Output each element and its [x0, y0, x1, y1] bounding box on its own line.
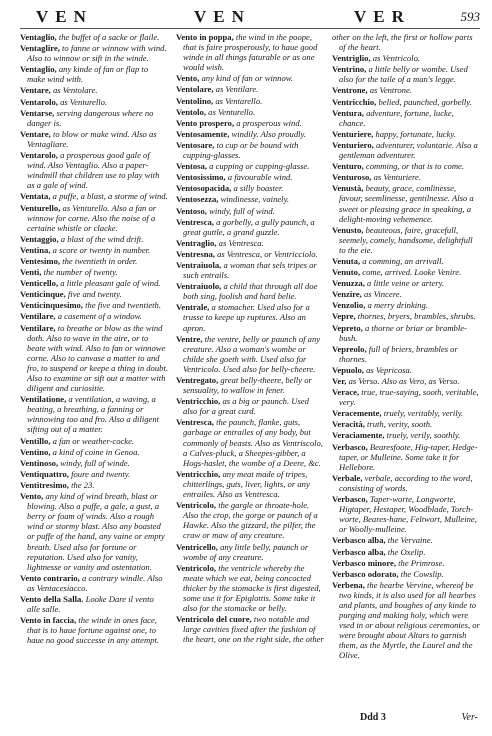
entry-definition: Looke Dare il vento alle salle.: [27, 593, 154, 615]
dictionary-entry: [332, 108, 480, 128]
dictionary-entry: [176, 73, 324, 83]
dictionary-entry: [332, 289, 480, 299]
entry-definition: a kind of coine in Genoa.: [52, 446, 140, 457]
entry-definition: full of briers, brambles or thornes.: [339, 343, 458, 364]
entry-definition: great belly-theere, belly or sensuality, to wallow in fener.: [183, 375, 312, 396]
dictionary-entry: [332, 376, 480, 386]
dictionary-entry: [332, 387, 480, 407]
entry-headword: Venuzza,: [332, 278, 365, 289]
dictionary-entry: [20, 203, 168, 233]
dictionary-entry: [20, 311, 168, 321]
entry-definition: a silly boaster.: [233, 183, 284, 194]
entry-definition: as Venturello.: [60, 96, 108, 107]
entry-definition: truth, verity, sooth.: [367, 419, 433, 430]
entry-headword: Ventata,: [20, 191, 51, 202]
dictionary-entry: [332, 129, 480, 139]
entry-headword: Ventraglio,: [176, 237, 217, 248]
dictionary-entry: [332, 140, 480, 160]
column-1: [20, 32, 168, 722]
dictionary-columns: [20, 32, 480, 722]
entry-definition: any kind of wind breath, blast or blowing. Also a puffe, a gale, a gust, a berry or foam of winds. Also a rough wind or stormy blast. Also any boasted or puffe of the hand, any vaine or empty breath. Used also for fortune or reputation. Used also for vanity, lightnesse or vanity and ostentation.: [27, 491, 165, 572]
entry-definition: truely, verily, soothly.: [386, 430, 461, 441]
entry-headword: Venzire,: [332, 289, 362, 300]
entry-headword: Ventarolo,: [20, 96, 58, 107]
entry-headword: Verbasco minore,: [332, 557, 396, 568]
entry-headword: Venusto,: [332, 224, 364, 235]
entry-definition: to blow or make wind. Also as Ventagliare.: [27, 128, 157, 149]
dictionary-entry: [20, 43, 168, 63]
entry-definition: as Vincere.: [364, 289, 402, 300]
entry-definition: a puffe, a blast, a storme of wind.: [52, 191, 168, 202]
dictionary-entry: [176, 563, 324, 613]
entry-definition: a gorbelly, a gully paunch, a great guttle, a grand guzzle.: [183, 216, 315, 237]
entry-headword: Ventesimo,: [20, 255, 61, 266]
entry-definition: as Ventilare.: [215, 84, 259, 95]
entry-definition: a child that through all doe both sing, foolish and hard belie.: [183, 281, 318, 302]
entry-definition: Taper-worte, Longworte, Higtaper, Hestaper, Woodblade, Torch-worte, Beares-hane, Feltwort, Mulleine, or Woolly-mulleine.: [339, 494, 477, 535]
dictionary-entry: [20, 469, 168, 479]
dictionary-entry: [176, 281, 324, 301]
entry-headword: Verace,: [332, 387, 360, 398]
entry-definition: any little belly, paunch or wombe of any creature.: [183, 541, 309, 562]
entry-definition: the paunch, flanke, guts, garbage or entrailes of any body, but commonly of beasts. Also as Ventriscolo, a Calves-pluck, a Sheepes-gibber, a Hogs-haslet, the wombe of a Deere, &c.: [183, 417, 323, 468]
entry-definition: as Verso. Also as Vero, as Verso.: [348, 376, 460, 386]
entry-headword: Venturiere,: [332, 128, 374, 139]
entry-definition: a blast of the wind drift.: [60, 233, 144, 244]
entry-headword: Verbena,: [332, 579, 365, 590]
dictionary-entry: [176, 194, 324, 204]
entry-headword: Venturo,: [332, 161, 364, 172]
entry-definition: as Venturello. Also a fan or winnow for corne. Also the noise of a certaine whistle or clacke.: [27, 202, 157, 233]
signature-mark: Ddd 3: [360, 712, 386, 723]
entry-headword: Verbasco,: [332, 441, 368, 452]
entry-definition: as Venturello.: [208, 106, 256, 117]
dictionary-entry: [20, 394, 168, 434]
dictionary-entry: [176, 32, 324, 72]
dictionary-entry: [176, 249, 324, 259]
dictionary-entry: [332, 494, 480, 534]
dictionary-entry: [20, 191, 168, 201]
entry-definition: as Ventricolo.: [372, 53, 421, 64]
entry-definition: as Ventrone.: [369, 85, 412, 96]
entry-definition: thornes, bryers, brambles, shrubs.: [357, 311, 476, 322]
dictionary-entry: [20, 458, 168, 468]
entry-definition: as a big or paunch. Used also for a great curd.: [183, 396, 309, 417]
dictionary-entry: [20, 447, 168, 457]
entry-headword: Ventolare,: [176, 84, 214, 95]
entry-headword: Ventricchio,: [176, 396, 221, 407]
header-center-guideword: VEN: [194, 7, 251, 26]
entry-definition: a favourable wind.: [227, 172, 293, 183]
entry-headword: Ventraiuolo,: [176, 281, 222, 292]
entry-definition: other on the left, the first or hollow parts of the heart.: [332, 32, 473, 53]
entry-headword: Ventriglio,: [332, 53, 371, 64]
entry-headword: Verbale,: [332, 472, 363, 483]
entry-headword: Verbasco alba,: [332, 535, 386, 546]
dictionary-entry: [20, 245, 168, 255]
column-2: [176, 32, 324, 722]
entry-headword: Vepre,: [332, 311, 356, 322]
entry-definition: a prosperous wind.: [236, 117, 302, 128]
column-3: [332, 32, 480, 722]
dictionary-entry: [20, 108, 168, 128]
entry-definition: the ventre, belly or paunch of any creature. Also a woman's wombe or childe she goeth with. Used also for Ventricolo. Used also for belly-cheere.: [183, 333, 321, 374]
entry-headword: Ventare,: [20, 128, 51, 139]
entry-definition: serving dangerous where no danger is.: [27, 107, 154, 128]
entry-headword: Ventilare,: [20, 322, 56, 333]
dictionary-entry: [176, 96, 324, 106]
entry-headword: Ventare,: [20, 85, 51, 96]
dictionary-entry: [176, 417, 324, 467]
entry-headword: Ventregato,: [176, 375, 219, 385]
entry-definition: the twentieth in order.: [62, 255, 138, 266]
dictionary-entry: [20, 323, 168, 394]
entry-definition: as Ventresca.: [218, 237, 264, 248]
entry-headword: Vento in faccia,: [20, 615, 77, 626]
entry-headword: Ventarolo,: [20, 150, 58, 161]
dictionary-entry: [332, 547, 480, 557]
entry-definition: the buffet of a sacke or flaile.: [58, 32, 160, 42]
dictionary-entry: [176, 302, 324, 332]
dictionary-entry: [332, 535, 480, 545]
dictionary-entry: [332, 569, 480, 579]
dictionary-entry: [20, 491, 168, 572]
entry-definition: as Ventarello.: [215, 95, 263, 106]
entry-headword: Venturoso,: [332, 172, 372, 183]
dictionary-entry: [176, 260, 324, 280]
entry-headword: Ventilatione,: [20, 394, 67, 405]
entry-headword: Ventinoso,: [20, 457, 59, 468]
entry-definition: a woman that sels tripes or such entrails.: [183, 259, 317, 281]
dictionary-entry: [332, 97, 480, 107]
entry-headword: Venturiero,: [332, 139, 374, 150]
dictionary-entry: [20, 32, 168, 42]
entry-headword: Ventiquattro,: [20, 468, 69, 479]
entry-headword: Ventraiuola,: [176, 259, 222, 270]
dictionary-entry: [20, 234, 168, 244]
entry-headword: Ventrone,: [332, 85, 368, 96]
dictionary-entry: [20, 278, 168, 288]
entry-definition: truely, veritably, verily.: [383, 408, 464, 419]
dictionary-entry: [20, 594, 168, 614]
entry-headword: Ventolo,: [176, 106, 207, 117]
dictionary-entry: [176, 396, 324, 416]
entry-headword: Venturello,: [20, 202, 61, 213]
entry-headword: Veracemente,: [332, 408, 382, 419]
dictionary-entry: [20, 480, 168, 490]
dictionary-entry: [20, 615, 168, 645]
entry-headword: Ventresca,: [176, 216, 214, 227]
entry-headword: Vepuolo,: [332, 364, 364, 375]
dictionary-entry: [20, 85, 168, 95]
dictionary-entry: [176, 118, 324, 128]
dictionary-entry: [332, 580, 480, 661]
entry-definition: beauteous, faire, gracefull, seemely, comely, handsome, delightfull to the eie.: [339, 224, 473, 255]
entry-definition: windinesse, vainely.: [220, 194, 290, 205]
dictionary-entry: [332, 278, 480, 288]
dictionary-entry: [332, 473, 480, 493]
entry-definition: a ventilation, a waving, a beating, a breathing, a fanning or winnowing too and fro. Also a diligent sifting out of a matter.: [27, 394, 160, 435]
dictionary-entry: [20, 64, 168, 84]
entry-headword: Ventricchio,: [332, 96, 377, 107]
dictionary-entry: [176, 183, 324, 193]
entry-headword: Ventino,: [20, 446, 51, 457]
dictionary-entry: [332, 172, 480, 182]
entry-headword: Venticello,: [20, 278, 59, 289]
entry-headword: Vepreto,: [332, 322, 363, 333]
catchword: Ver-: [461, 712, 478, 723]
entry-headword: Ventricolo,: [176, 500, 217, 511]
dictionary-entry: [20, 150, 168, 190]
entry-headword: Ventitresimo,: [20, 479, 69, 490]
entry-headword: Ventre,: [176, 333, 203, 344]
dictionary-entry: [332, 32, 480, 52]
dictionary-entry: [176, 206, 324, 216]
entry-definition: windy, full of wind.: [209, 205, 275, 216]
dictionary-entry: [332, 225, 480, 255]
dictionary-entry: [332, 365, 480, 375]
entry-definition: belied, paunched, gorbelly.: [378, 96, 472, 107]
entry-headword: Ventosa,: [176, 161, 207, 172]
entry-definition: adventure, fortune, lucke, chance.: [339, 107, 454, 128]
entry-definition: foure and twenty.: [71, 468, 131, 479]
entry-definition: a fan or weather-cocke.: [52, 435, 135, 446]
dictionary-entry: [176, 161, 324, 171]
dictionary-entry: [332, 300, 480, 310]
entry-headword: Ventosissimo,: [176, 172, 226, 183]
entry-definition: a thorne or briar or bramble-bush.: [339, 322, 467, 343]
entry-definition: to breathe or blow as the wind doth. Also to wave in the aire, or to beate with wind. Also to fan or winnowe corne. Also to canvase a matter to and fro, to suspend or keepe a thing in doubt. Also to examine or sift out a matter with diligent and curiositie.: [27, 322, 168, 394]
entry-headword: Venzolio,: [332, 300, 366, 311]
dictionary-entry: [176, 238, 324, 248]
dictionary-entry: [332, 53, 480, 63]
dictionary-entry: [176, 334, 324, 374]
entry-definition: a stomacher. Used also for a trusse to keepe up ruptures. Also an apron.: [183, 302, 310, 333]
dictionary-entry: [332, 161, 480, 171]
entry-headword: Venustà,: [332, 183, 364, 194]
entry-headword: Verbasco alba,: [332, 546, 386, 557]
entry-headword: Ventolino,: [176, 95, 214, 106]
dictionary-entry: [332, 323, 480, 343]
entry-definition: a little veine or artery.: [367, 278, 445, 289]
dictionary-entry: [20, 129, 168, 149]
entry-definition: the hearbe Vervine, whereof be two kinds, it is also used for all hearbes and plants, and boughes of any kinde to purging and making holy, which were vsed in or about religious ceremonies, or were brought about Altars to garnish them, as the Myrtle, the Laurel and the Olive.: [339, 579, 480, 661]
entry-definition: happy, fortunate, lucky.: [375, 128, 456, 139]
entry-definition: a little belly or wombe. Used also for the taile of a man's legge.: [339, 64, 468, 85]
entry-definition: two notable and large cavities fixed after the fashion of the heart, one on the right side, the other: [183, 614, 324, 645]
dictionary-entry: [332, 430, 480, 440]
page-footer: [20, 712, 480, 728]
entry-definition: to cup or be bound with cupping-glasses.: [183, 139, 299, 161]
entry-definition: a comming, an arrivall.: [362, 255, 444, 266]
entry-definition: a score or twenty in number.: [52, 244, 151, 255]
dictionary-entry: [176, 129, 324, 139]
dictionary-entry: [176, 84, 324, 94]
entry-definition: true, true-saying, sooth, veritable, very.: [339, 387, 479, 408]
entry-headword: Ventosopacida,: [176, 183, 232, 194]
entry-headword: Vepreolo,: [332, 343, 367, 354]
entry-definition: any kind of fan or winnow.: [201, 73, 293, 84]
entry-headword: Ventoso,: [176, 205, 207, 216]
entry-headword: Venti,: [20, 267, 42, 278]
dictionary-entry: [332, 267, 480, 277]
entry-headword: Ventrale,: [176, 302, 210, 313]
header-left-guideword: VEN: [36, 7, 93, 26]
dictionary-entry: [332, 442, 480, 472]
dictionary-entry: [332, 64, 480, 84]
entry-headword: Ventresca,: [176, 417, 214, 428]
dictionary-entry: [20, 573, 168, 593]
entry-headword: Ventaglire,: [20, 43, 60, 54]
entry-headword: Vento in poppa,: [176, 32, 234, 42]
entry-definition: the Primrose.: [398, 557, 445, 568]
dictionary-entry: [176, 500, 324, 540]
dictionary-entry: [332, 311, 480, 321]
dictionary-entry: [176, 375, 324, 395]
entry-headword: Veracità,: [332, 419, 365, 430]
dictionary-entry: [332, 256, 480, 266]
entry-headword: Venticinque,: [20, 289, 66, 300]
dictionary-entry: [176, 107, 324, 117]
entry-headword: Ventilare,: [20, 311, 56, 322]
dictionary-entry: [20, 256, 168, 266]
entry-definition: the winde in ones face, that is to haue fortune against one, to haue no good successe in any attempt.: [27, 615, 159, 646]
entry-headword: Ventricello,: [176, 541, 218, 552]
entry-definition: the gargle or throate-hole. Also the crop, the gorge or paunch of a Hawke. Also the gizzard, the pilfer, the craw or maw of any creature.: [183, 500, 318, 541]
entry-headword: Ver,: [332, 376, 347, 386]
dictionary-entry: [20, 267, 168, 277]
entry-headword: Ventresna,: [176, 248, 215, 259]
dictionary-entry: [332, 558, 480, 568]
entry-headword: Venuto,: [332, 267, 361, 278]
entry-definition: as Venturiere.: [373, 172, 421, 183]
entry-headword: Ventarse,: [20, 107, 55, 118]
dictionary-entry: [20, 300, 168, 310]
entry-headword: Ventosare,: [176, 139, 215, 150]
entry-definition: beauty, grace, comlinesse, favour, seemlinesse, gentilnesse. Also a sweet or pleasing grace in speaking, a delight-moving vehemence.: [339, 183, 474, 224]
entry-headword: Ventosezza,: [176, 194, 219, 205]
entry-headword: Ventosamente,: [176, 128, 230, 139]
entry-definition: any meat made of tripes, chitterlings, guts, liver, lights, or any entrailes. Also as Ventresca.: [183, 468, 310, 500]
entry-headword: Vento della Salla.: [20, 593, 84, 604]
entry-headword: Vento contrario,: [20, 572, 80, 583]
entry-definition: the wind in the poope, that is faire prosperously, to haue good winde in all things faturable or as one would wish.: [183, 32, 318, 73]
entry-headword: Vento,: [176, 73, 200, 84]
entry-definition: Bearesfoote, Hig-taper, Hedge-taper, or Mulleine. Some take it for Hellebore.: [339, 441, 478, 472]
entry-headword: Venuta,: [332, 255, 361, 266]
dictionary-entry: [176, 542, 324, 562]
entry-definition: any kinde of fan or flap to make wind with.: [27, 64, 149, 85]
header-right-guideword: VER: [354, 7, 411, 26]
entry-headword: Vento prospero,: [176, 117, 235, 128]
dictionary-entry: [176, 469, 324, 499]
entry-definition: as Ventresca, or Ventricciolo.: [217, 248, 318, 259]
entry-definition: the five and twentieth.: [85, 300, 162, 311]
entry-headword: Ventillo,: [20, 435, 51, 446]
entry-definition: a prosperous good gale of wind. Also Ventaglio. Also a paper-windmill that children use to play with as a gale of wind.: [27, 150, 160, 191]
entry-headword: Veraciamente,: [332, 430, 385, 441]
running-header: [20, 6, 480, 29]
entry-headword: Ventura,: [332, 107, 364, 118]
dictionary-entry: [176, 172, 324, 182]
entry-definition: windy, full of winde.: [60, 457, 130, 468]
dictionary-entry: [176, 217, 324, 237]
entry-headword: Vento,: [20, 491, 44, 502]
dictionary-entry: [176, 140, 324, 160]
entry-definition: come, arrived. Looke Venire.: [362, 267, 462, 278]
entry-headword: Verbasco odorato,: [332, 568, 399, 579]
entry-definition: a little pleasant gale of wind.: [60, 278, 161, 289]
dictionary-entry: [332, 85, 480, 95]
entry-definition: the ventricle whereby the meate which we eat, being concocted thicker by the stomacke is first digested, some use it for Epiglottis. Some take it also for the stomacke or belly.: [183, 562, 321, 614]
entry-definition: adventurer, voluntarie. Also a gentleman adventurer.: [339, 139, 478, 161]
entry-headword: Ventaglio,: [20, 64, 57, 75]
entry-definition: a cupping or cupping-glasse.: [209, 161, 310, 172]
dictionary-entry: [20, 289, 168, 299]
entry-headword: Ventricolo,: [176, 562, 217, 573]
entry-definition: the Oxelip.: [387, 546, 426, 557]
entry-headword: Ventricolo del cuore,: [176, 614, 252, 625]
dictionary-entry: [332, 419, 480, 429]
dictionary-entry: [332, 344, 480, 364]
entry-definition: a casement of a window.: [57, 311, 142, 322]
dictionary-entry: [20, 97, 168, 107]
entry-definition: as Vepricosa.: [366, 364, 412, 375]
entry-definition: five and twenty.: [67, 289, 122, 300]
entry-definition: the Vervaine.: [387, 535, 433, 546]
entry-definition: to fanne or winnow with wind. Also to winnow or sift in the winde.: [27, 43, 167, 64]
entry-headword: Ventaglio,: [20, 32, 57, 42]
page-number: 593: [460, 9, 480, 24]
dictionary-entry: [20, 436, 168, 446]
entry-headword: Ventricchio,: [176, 468, 221, 479]
entry-definition: the number of twenty.: [43, 267, 118, 278]
entry-definition: a contrary windle. Also as Ventacesiacco.: [27, 572, 163, 593]
entry-definition: windily. Also proudly.: [231, 128, 307, 139]
dictionary-entry: [332, 183, 480, 223]
entry-headword: Ventrino,: [332, 64, 367, 75]
entry-definition: verbale, according to the word, consisting of words.: [339, 472, 473, 493]
entry-definition: as Ventolare.: [52, 85, 98, 96]
entry-headword: Venticinquesimo,: [20, 300, 83, 311]
dictionary-entry: [176, 614, 324, 644]
entry-definition: the Cowslip.: [400, 568, 444, 579]
entry-headword: Ventaggio,: [20, 233, 59, 244]
entry-definition: the 23.: [71, 479, 95, 490]
entry-definition: comming, or that is to come.: [365, 161, 465, 172]
entry-definition: a merry drinking.: [367, 300, 428, 311]
dictionary-entry: [332, 408, 480, 418]
entry-headword: Ventina,: [20, 244, 51, 255]
entry-headword: Verbasco,: [332, 494, 368, 505]
